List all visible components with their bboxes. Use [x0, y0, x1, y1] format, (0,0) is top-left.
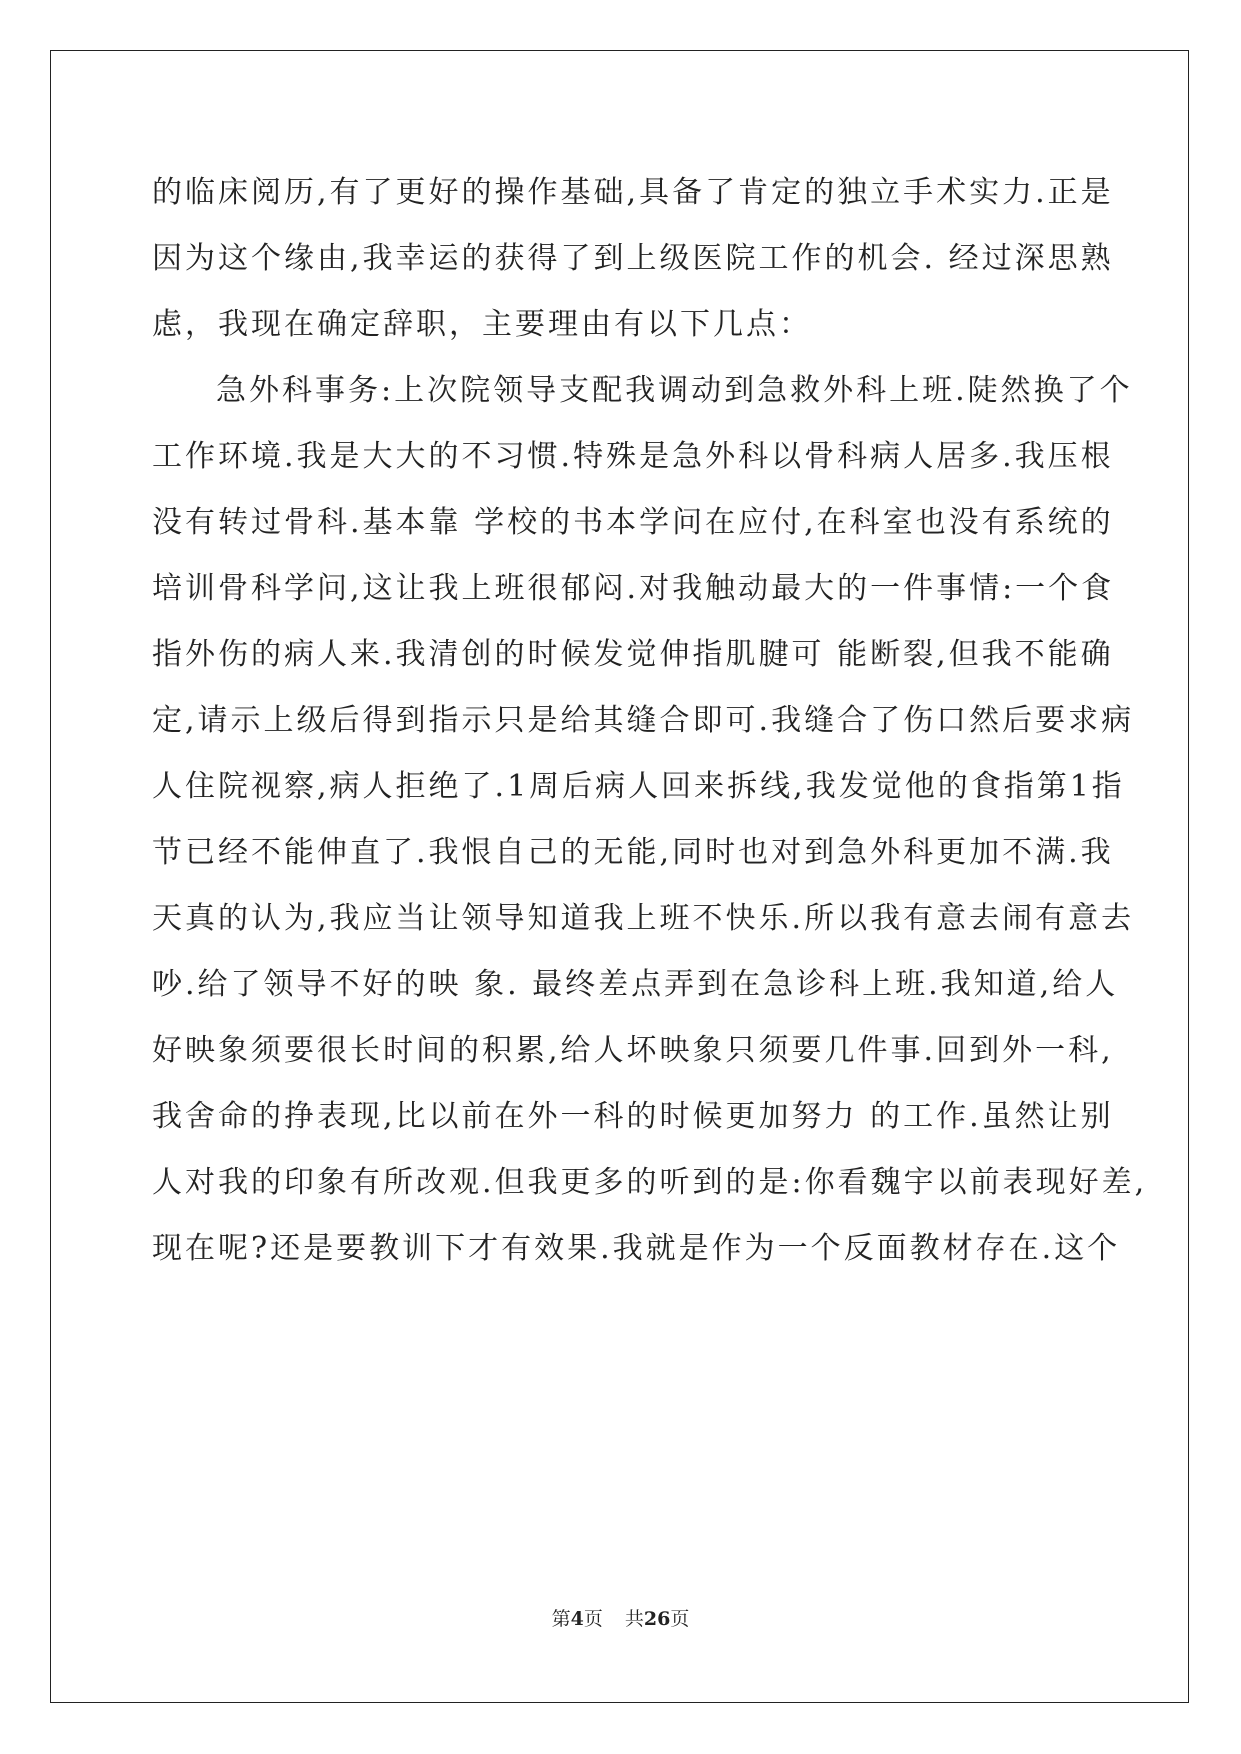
- text-line-5: 工作环境.我是大大的不习惯.特殊是急外科以骨科病人居多.我压根: [152, 439, 1114, 474]
- text-line-10: 人住院视察,病人拒绝了.1周后病人回来拆线,我发觉他的食指第1指: [152, 769, 1125, 804]
- footer-current-page: 4: [570, 1608, 584, 1630]
- text-line-9: 定,请示上级后得到指示只是给其缝合即可.我缝合了伤口然后要求病: [152, 703, 1135, 738]
- footer-page-suffix: 页: [583, 1608, 603, 1630]
- text-line-6: 没有转过骨科.基本靠 学校的书本学问在应付,在科室也没有系统的: [152, 505, 1114, 540]
- text-line-17: 现在呢?还是要教训下才有效果.我就是作为一个反面教材存在.这个: [152, 1231, 1121, 1266]
- text-line-11: 节已经不能伸直了.我恨自己的无能,同时也对到急外科更加不满.我: [152, 835, 1114, 870]
- text-line-1: 的临床阅历,有了更好的操作基础,具备了肯定的独立手术实力.正是: [152, 175, 1114, 210]
- footer-page-prefix: 第: [551, 1608, 571, 1630]
- footer-total-suffix: 页: [670, 1608, 690, 1630]
- document-body: [152, 160, 1148, 1282]
- text-line-4: 急外科事务:上次院领导支配我调动到急救外科上班.陡然换了个: [216, 373, 1133, 408]
- text-line-12: 天真的认为,我应当让领导知道我上班不快乐.所以我有意去闹有意去: [152, 901, 1135, 936]
- text-line-14: 好映象须要很长时间的积累,给人坏映象只须要几件事.回到外一科,: [152, 1033, 1114, 1068]
- text-line-2: 因为这个缘由,我幸运的获得了到上级医院工作的机会. 经过深思熟: [152, 241, 1114, 276]
- text-line-3: 虑，我现在确定辞职，主要理由有以下几点：: [152, 307, 812, 342]
- footer-total-prefix: 共: [624, 1608, 644, 1630]
- footer-total-pages: 26: [643, 1608, 671, 1630]
- text-line-16: 人对我的印象有所改观.但我更多的听到的是:你看魏宇以前表现好差,: [152, 1165, 1148, 1200]
- page-footer: [0, 1604, 1241, 1631]
- text-line-7: 培训骨科学问,这让我上班很郁闷.对我触动最大的一件事情:一个食: [152, 571, 1115, 606]
- text-line-15: 我舍命的挣表现,比以前在外一科的时候更加努力 的工作.虽然让别: [152, 1099, 1114, 1134]
- text-line-13: 吵.给了领导不好的映 象. 最终差点弄到在急诊科上班.我知道,给人: [152, 967, 1119, 1002]
- text-line-8: 指外伤的病人来.我清创的时候发觉伸指肌腱可 能断裂,但我不能确: [152, 637, 1114, 672]
